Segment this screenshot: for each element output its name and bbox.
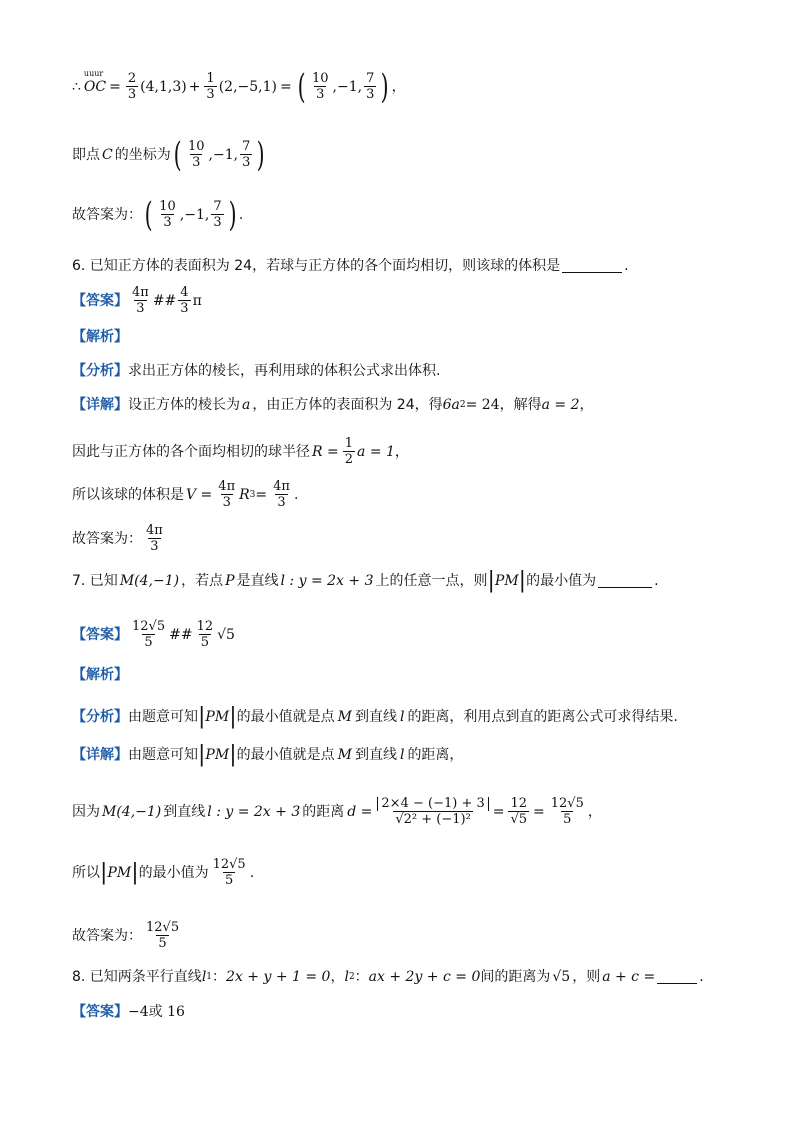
fraction: $\frac{10}{3}$ <box>311 71 329 103</box>
fraction: $\frac{2}{3}$ <box>127 71 137 103</box>
distance-fraction: $\frac{2\times 4 - (-1) + 3}{\text{√2² + (−1)²}}$ <box>377 797 488 828</box>
answer-7-final: 故答案为： $\frac{12√5}{5}$ <box>72 920 180 952</box>
fraction: $\frac{4\pi}{3}$ <box>273 479 290 511</box>
analysis-label-7: 【解析】 <box>72 667 128 683</box>
fraction: $\frac{12√5}{5}$ <box>212 857 246 889</box>
answer-blank <box>562 260 622 273</box>
question-8: 8. 已知两条平行直线 l 1 ： 2x + y + 1 = 0 ， l 2 ： ax + 2y + c = 0 间的距离为 √5 ，则 a + c = . <box>72 969 704 985</box>
equation-oc: ∴ uuur OC = $\frac{2}{3}$ (4,1,3) + $\frac{1}{3}$ (2,−5,1) = ( $\frac{10}{3}$ ,−1, $\frac{7}{3}$ ) ， <box>72 66 406 107</box>
fraction: $\frac{12√5}{5}$ <box>550 796 584 828</box>
fraction: $\frac{7}{3}$ <box>242 139 251 171</box>
question-6: 6. 已知正方体的表面积为 24，若球与正方体的各个面均相切，则该球的体积是 . <box>72 258 629 274</box>
answer-blank <box>657 971 697 984</box>
fraction: $\frac{12√5}{5}$ <box>146 920 180 952</box>
detail-7: 【详解】 由题意可知 | PM | 的最小值就是点 M 到直线 l 的距离， <box>72 742 464 767</box>
fraction: $\frac{12}{√5}$ <box>510 796 528 828</box>
detail-6-volume: 所以该球的体积是 V = $\frac{4\pi}{3}$ R 3 = $\frac{4\pi}{3}$ . <box>72 479 299 511</box>
fraction: $\frac{7}{3}$ <box>213 199 222 231</box>
fraction: $\frac{4}{3}$ <box>180 285 189 317</box>
answer-6-final: 故答案为： $\frac{4\pi}{3}$ <box>72 523 163 555</box>
answer-5: 故答案为： ( $\frac{10}{3}$ ,−1, $\frac{7}{3}$ ) . <box>72 194 244 235</box>
answer-8: 【答案】 −4或 16 <box>72 1004 185 1020</box>
detail-6-radius: 因此与正方体的各个面均相切的球半径 R = $\frac{1}{2}$ a = 1 ， <box>72 436 409 468</box>
detail-6: 【详解】 设正方体的棱长为 a ，由正方体的表面积为 24，得 6a 2 = 24 ，解得 a = 2 ， <box>72 397 594 413</box>
fraction: $\frac{7}{3}$ <box>366 71 375 103</box>
analysis-label-6: 【解析】 <box>72 329 128 345</box>
fraction: $\frac{12√5}{5}$ <box>132 619 166 651</box>
detail-7-distance: 因为 M(4,−1) 到直线 l : y = 2x + 3 的距离 d = $\frac{2\times 4 - (-1) + 3}{\text{√2² + (−1)²}}$ = $\frac{12}{√5}$ = $\frac{12√5}{5}$ ， <box>72 796 602 828</box>
question-7: 7. 已知 M(4,−1) ，若点 P 是直线 l : y = 2x + 3 上的任意一点，则 | PM | 的最小值为 . <box>72 568 659 593</box>
fraction: $\frac{1}{3}$ <box>206 71 215 103</box>
analysis-7: 【分析】 由题意可知 | PM | 的最小值就是点 M 到直线 l 的距离，利用点到直的距离公式可求得结果. <box>72 704 678 729</box>
answer-blank <box>598 575 652 588</box>
fraction: $\frac{4\pi}{3}$ <box>146 523 163 555</box>
answer-6: 【答案】 $\frac{4\pi}{3}$ ## $\frac{4}{3}$ π <box>72 285 202 317</box>
answer-7: 【答案】 $\frac{12√5}{5}$ ## $\frac{12}{5}$ √5 <box>72 619 235 651</box>
fraction: $\frac{4\pi}{3}$ <box>132 285 149 317</box>
point-c-coordinates: 即点 C 的坐标为 ( $\frac{10}{3}$ ,−1, $\frac{7}{3}$ ) <box>72 134 265 175</box>
therefore-symbol: ∴ <box>72 79 81 96</box>
fraction: $\frac{10}{3}$ <box>187 139 205 171</box>
detail-7-min: 所以 | PM | 的最小值为 $\frac{12√5}{5}$ . <box>72 857 255 889</box>
fraction: $\frac{4\pi}{3}$ <box>218 479 236 511</box>
fraction: $\frac{12}{5}$ <box>196 619 214 651</box>
analysis-6: 【分析】 求出正方体的棱长，再利用球的体积公式求出体积. <box>72 363 441 379</box>
vector-oc: uuur OC <box>83 69 107 96</box>
fraction: $\frac{10}{3}$ <box>159 199 176 231</box>
fraction: $\frac{1}{2}$ <box>344 436 354 468</box>
